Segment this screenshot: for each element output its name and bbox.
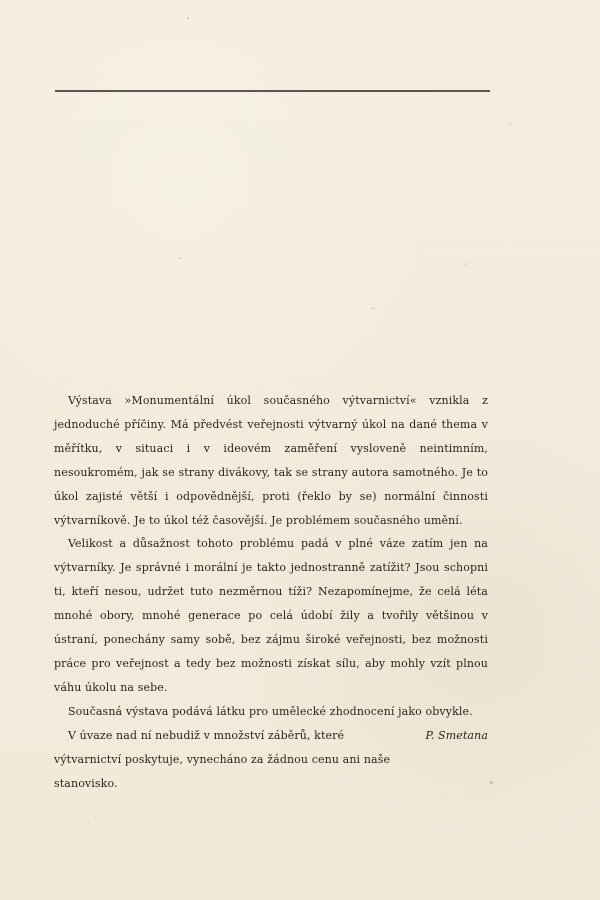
- signature-line: [54, 724, 488, 796]
- paper-speck: [187, 17, 189, 19]
- paragraph-3-continuation: V úvaze nad ní nebudiž v množství záběrů, které výtvarnictví poskytuje, vynecháno za žádnou cenu ani naše stanovisko.: [54, 728, 391, 790]
- body-text: [54, 389, 488, 795]
- paper-speck: [95, 817, 96, 818]
- paper-speck: [178, 258, 181, 259]
- paragraph-3: [54, 700, 488, 796]
- paper-speck: [371, 307, 375, 309]
- paper-speck: [510, 123, 511, 125]
- author-signature: P. Smetana: [425, 728, 488, 742]
- top-divider: [55, 90, 490, 92]
- paper-speck: [490, 781, 493, 784]
- paragraph-3-lead: Současná výstava podává látku pro umělecké zhodnocení jako obvykle.: [68, 704, 473, 718]
- paragraph-2: Velikost a důsažnost tohoto problému padá v plné váze zatím jen na výtvarníky. Je správné i morální je takto jednostranně zatížit? Jsou schopni ti, kteří nesou, udržet tuto nezměrnou tíži? Nezapomínejme, že celá léta mnohé obory, mnohé generace po celá údobí žily a tvořily většinou v ústraní, ponechány samy sobě, bez zájmu široké veřejnosti, bez možnosti práce pro veřejnost a tedy bez možnosti získat sílu, aby mohly vzít plnou váhu úkolu na sebe.: [54, 537, 488, 694]
- paragraph-1: Výstava »Monumentální úkol současného výtvarnictví« vznikla z jednoduché příčiny. Má předvést veřejnosti výtvarný úkol na dané thema v měřítku, v situaci i v ideovém zaměření vysloveně neintimním, nesoukromém, jak se strany divákovy, tak se strany autora samotného. Je to úkol zajisté větší i odpovědnější, proti (řeklo by se) normální činnosti výtvarníkově. Je to úkol též časovější. Je problémem současného umění.: [54, 394, 488, 527]
- paper-speck: [465, 263, 466, 266]
